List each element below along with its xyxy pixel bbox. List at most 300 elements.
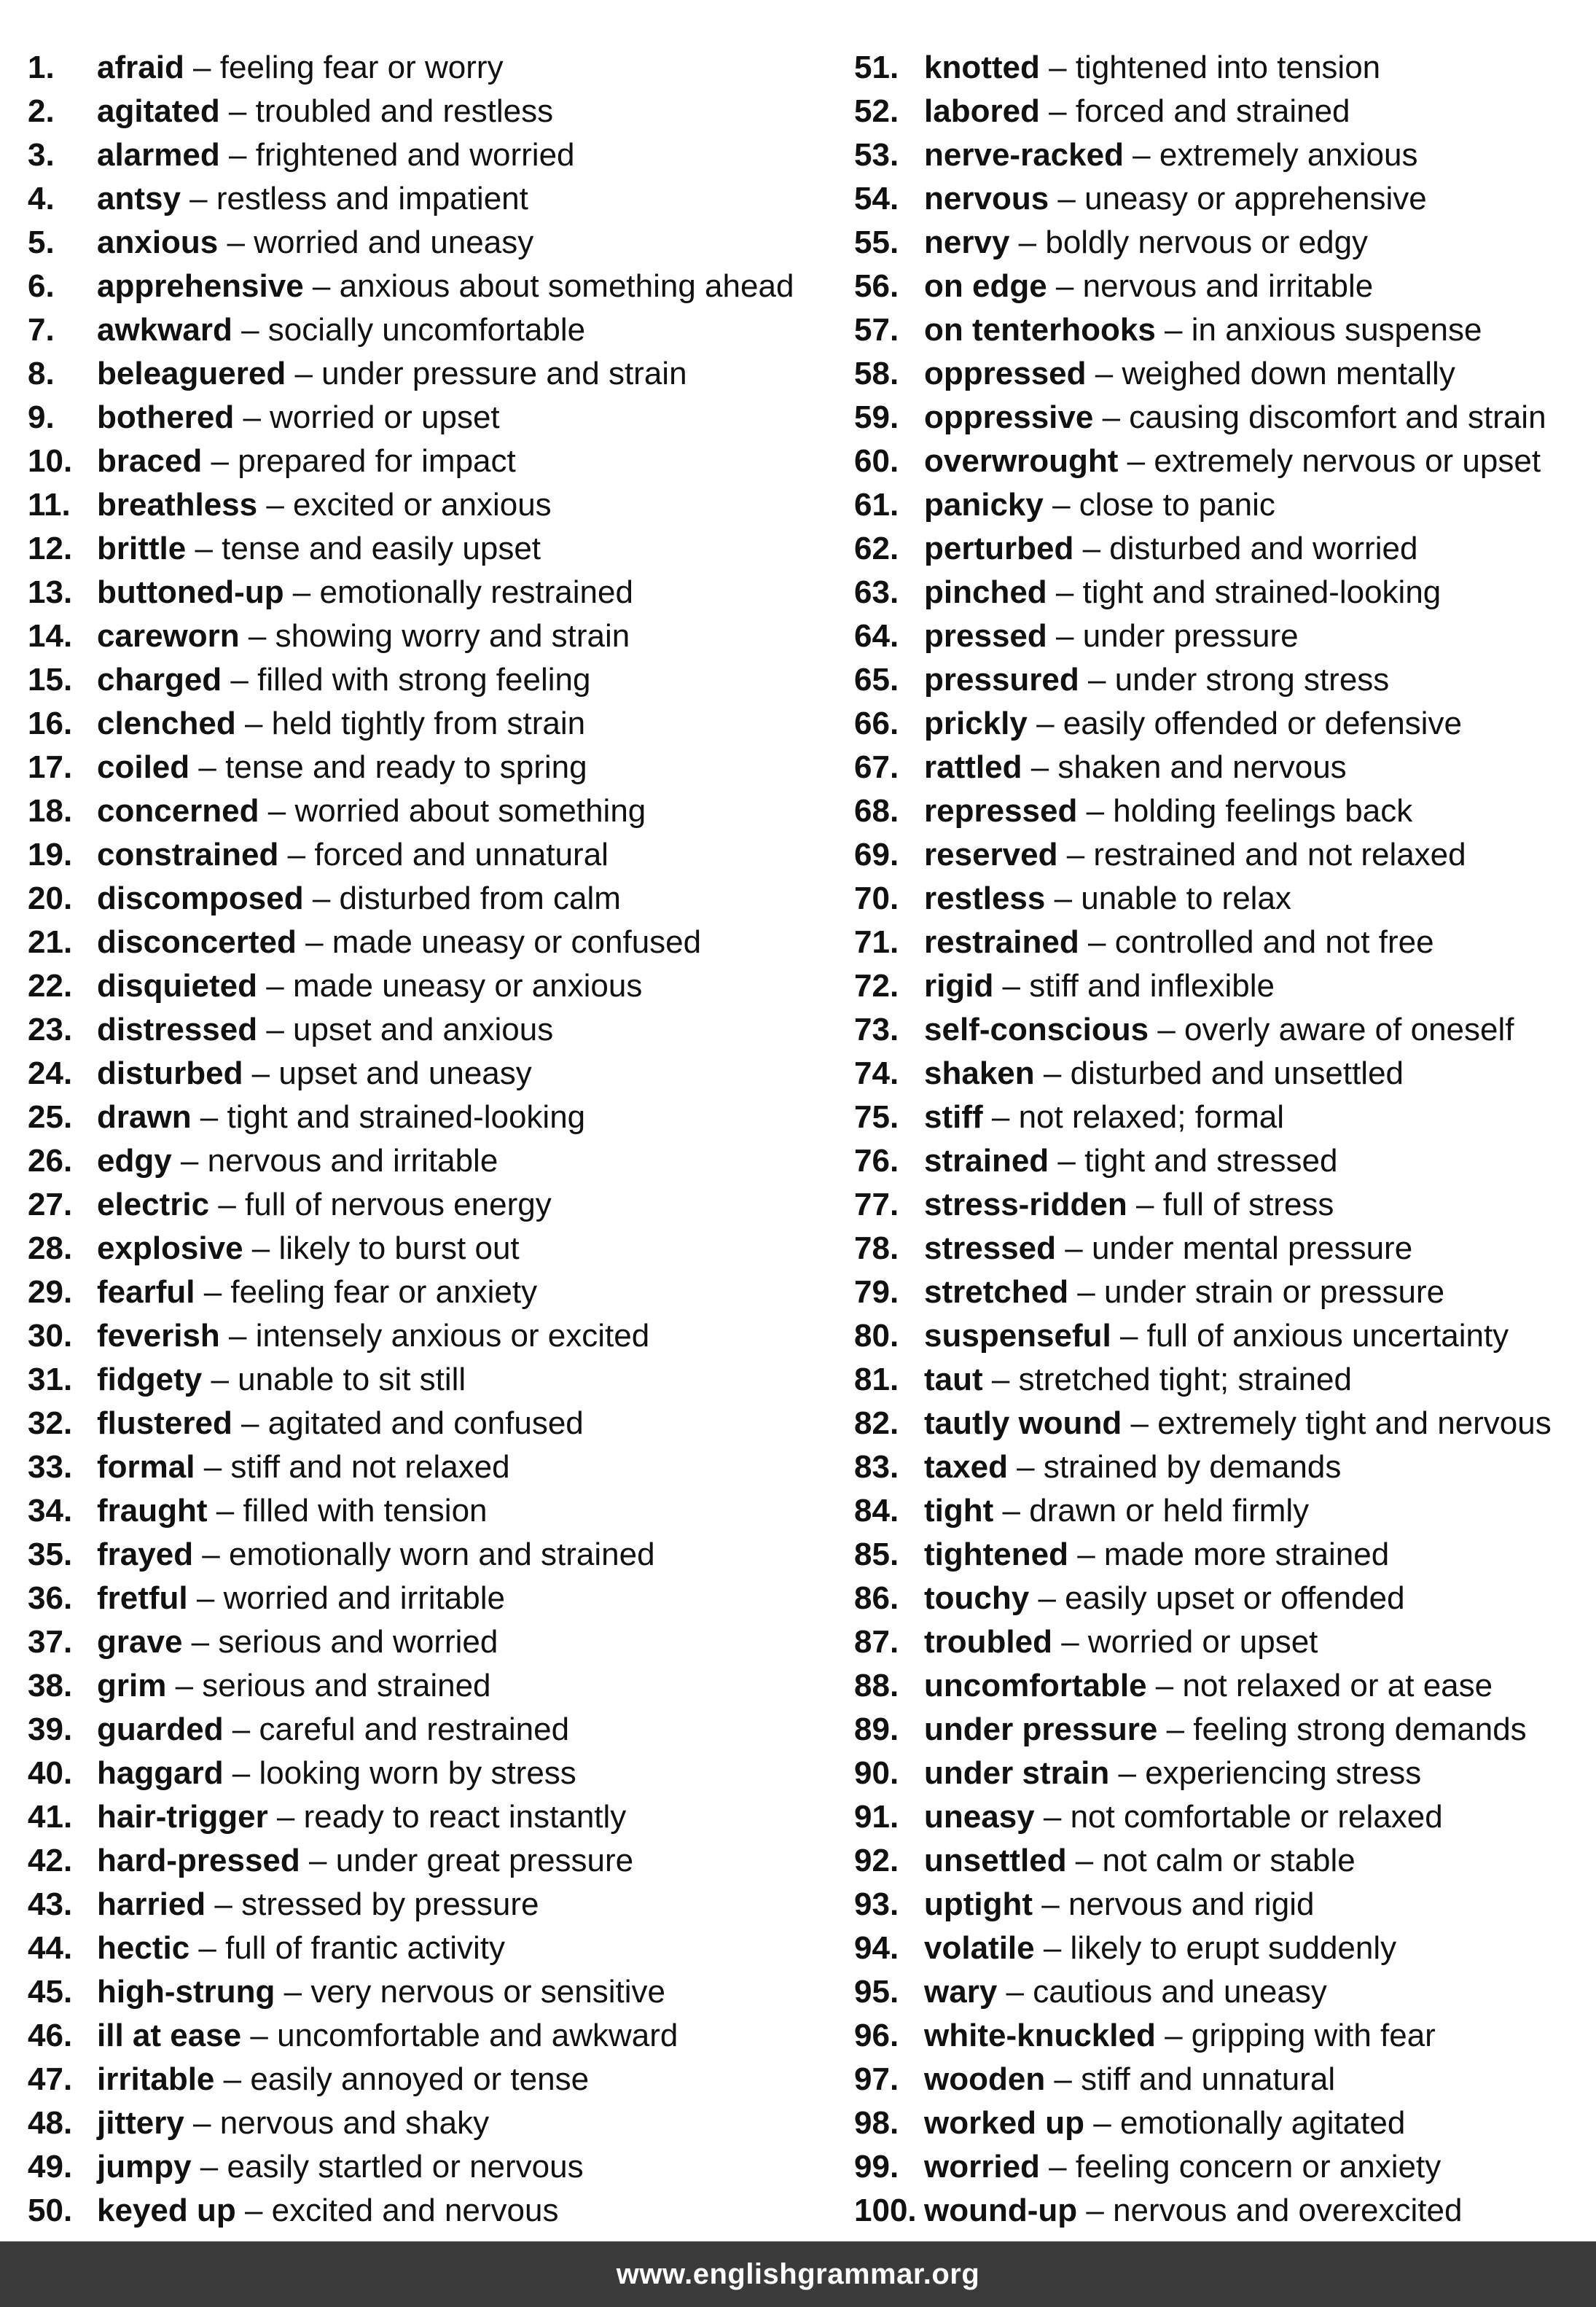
entry-separator: – [214, 2061, 251, 2097]
entry-word: disconcerted [97, 924, 297, 960]
entry-separator: – [1157, 1711, 1194, 1747]
entry-text [97, 877, 621, 921]
entry-separator: – [1039, 50, 1076, 85]
entry-number: 73. [854, 1012, 899, 1047]
entry-text [97, 308, 585, 352]
entry-definition: emotionally worn and strained [229, 1537, 655, 1572]
entry-word: tautly wound [924, 1405, 1122, 1441]
entry-definition: boldly nervous or edgy [1045, 225, 1369, 260]
entry-definition: feeling strong demands [1193, 1711, 1527, 1747]
entry-separator: – [1077, 793, 1114, 829]
entry-number: 4. [28, 181, 55, 216]
entry-number: 53. [854, 137, 899, 173]
entry-text [97, 921, 701, 964]
entry-text [97, 483, 552, 527]
entry-separator: – [300, 1843, 336, 1878]
entry-number: 78. [854, 1230, 899, 1266]
list-item [854, 2189, 1590, 2233]
entry-text [924, 1227, 1412, 1270]
entry-separator: – [186, 531, 222, 566]
entry-word: careworn [97, 618, 240, 654]
entry-separator: – [982, 1362, 1019, 1397]
entry-number: 10. [28, 443, 73, 479]
entry-number: 34. [28, 1493, 73, 1529]
entry-number: 77. [854, 1187, 899, 1222]
entry-number: 93. [854, 1886, 899, 1922]
entry-text [97, 221, 533, 265]
entry-separator: – [189, 1930, 226, 1966]
list-item [28, 746, 829, 789]
entry-definition: likely to burst out [278, 1230, 520, 1266]
entry-separator: – [1034, 1930, 1071, 1966]
entry-number: 76. [854, 1143, 899, 1179]
entry-definition: worried and irritable [223, 1580, 505, 1616]
list-item [854, 1358, 1590, 1402]
entry-definition: restless and impatient [216, 181, 528, 216]
entry-definition: stressed by pressure [241, 1886, 539, 1922]
entry-separator: – [1068, 1537, 1104, 1572]
entry-number: 2. [28, 93, 55, 129]
footer-url[interactable]: www.englishgrammar.org [616, 2257, 980, 2290]
entry-word: charged [97, 662, 222, 698]
entry-definition: stretched tight; strained [1018, 1362, 1352, 1397]
entry-word: apprehensive [97, 268, 304, 304]
entry-word: tight [924, 1493, 994, 1529]
entry-number: 90. [854, 1755, 899, 1791]
list-item [28, 265, 829, 308]
list-item [854, 1795, 1590, 1839]
entry-word: uptight [924, 1886, 1033, 1922]
list-item [28, 1183, 829, 1227]
entry-number: 81. [854, 1362, 899, 1397]
entry-number: 18. [28, 793, 73, 829]
entry-text [924, 2145, 1441, 2189]
entry-word: electric [97, 1187, 210, 1222]
entry-word: pressured [924, 662, 1079, 698]
entry-word: breathless [97, 487, 258, 523]
entry-word: under strain [924, 1755, 1110, 1791]
entry-definition: feeling concern or anxiety [1075, 2149, 1442, 2185]
entry-text [97, 1227, 520, 1270]
entry-number: 50. [28, 2193, 73, 2228]
list-item [854, 1227, 1590, 1270]
list-item [28, 1883, 829, 1927]
entry-separator: – [1123, 137, 1159, 173]
entry-definition: filled with tension [243, 1493, 488, 1529]
entry-number: 66. [854, 706, 899, 741]
list-item [854, 1664, 1590, 1708]
list-item [854, 746, 1590, 789]
entry-text [97, 1270, 537, 1314]
entry-definition: looking worn by stress [259, 1755, 576, 1791]
entry-word: on tenterhooks [924, 312, 1156, 348]
list-item [854, 90, 1590, 133]
entry-word: strained [924, 1143, 1049, 1179]
entry-number: 59. [854, 399, 899, 435]
entry-separator: – [202, 443, 238, 479]
entry-word: grim [97, 1668, 167, 1703]
entry-number: 61. [854, 487, 899, 523]
list-item [28, 1533, 829, 1577]
entry-number: 19. [28, 837, 73, 873]
entry-word: touchy [924, 1580, 1030, 1616]
list-item [854, 1402, 1590, 1445]
entry-separator: – [1057, 837, 1094, 873]
entry-number: 58. [854, 356, 899, 391]
entry-word: hard-pressed [97, 1843, 300, 1878]
entry-text [924, 614, 1299, 658]
entry-text [924, 2058, 1335, 2101]
entry-definition: held tightly from strain [271, 706, 586, 741]
entry-separator: – [257, 1012, 294, 1047]
entry-word: anxious [97, 225, 219, 260]
entry-definition: emotionally agitated [1119, 2105, 1406, 2141]
list-item [28, 2058, 829, 2101]
entry-definition: in anxious suspense [1191, 312, 1482, 348]
entry-word: white-knuckled [924, 2018, 1156, 2053]
entry-definition: easily offended or defensive [1063, 706, 1462, 741]
entry-number: 79. [854, 1274, 899, 1310]
entry-number: 7. [28, 312, 55, 348]
entry-word: flustered [97, 1405, 232, 1441]
entry-number: 44. [28, 1930, 73, 1966]
entry-text [97, 1664, 491, 1708]
entry-text [97, 1839, 633, 1883]
list-item [28, 833, 829, 877]
entry-word: disquieted [97, 968, 258, 1004]
entry-separator: – [180, 181, 216, 216]
list-item [28, 1402, 829, 1445]
entry-number: 70. [854, 881, 899, 916]
list-item [28, 1839, 829, 1883]
entry-definition: forced and unnatural [314, 837, 609, 873]
entry-definition: tight and stressed [1084, 1143, 1338, 1179]
entry-word: alarmed [97, 137, 220, 173]
entry-definition: full of frantic activity [225, 1930, 505, 1966]
entry-word: nerve-racked [924, 137, 1124, 173]
entry-separator: – [1122, 1405, 1158, 1441]
entry-definition: disturbed and unsettled [1070, 1055, 1404, 1091]
entry-word: perturbed [924, 531, 1074, 566]
entry-number: 54. [854, 181, 899, 216]
entry-word: nervous [924, 181, 1049, 216]
entry-separator: – [1033, 1886, 1068, 1922]
entry-word: harried [97, 1886, 206, 1922]
entry-word: hair-trigger [97, 1799, 268, 1835]
entry-word: volatile [924, 1930, 1035, 1966]
entry-text [97, 46, 504, 90]
entry-word: distressed [97, 1012, 258, 1047]
entry-separator: – [1034, 1055, 1071, 1091]
entry-separator: – [1149, 1012, 1185, 1047]
entry-separator: – [997, 1974, 1033, 2010]
entry-word: irritable [97, 2061, 215, 2097]
word-list-left-column [28, 46, 829, 2233]
entry-word: drawn [97, 1099, 192, 1135]
entry-text [924, 658, 1389, 702]
entry-number: 21. [28, 924, 73, 960]
entry-text [97, 2189, 558, 2233]
entry-separator: – [232, 312, 268, 348]
entry-text [924, 1708, 1527, 1752]
list-item [28, 1227, 829, 1270]
entry-separator: – [257, 968, 293, 1004]
entry-separator: – [234, 399, 270, 435]
list-item [854, 1445, 1590, 1489]
entry-definition: made uneasy or confused [332, 924, 702, 960]
entry-number: 96. [854, 2018, 899, 2053]
entry-word: pressed [924, 618, 1047, 654]
entry-separator: – [193, 1537, 229, 1572]
entry-word: clenched [97, 706, 236, 741]
entry-text [924, 1489, 1309, 1533]
entry-number: 89. [854, 1711, 899, 1747]
entry-definition: stiff and inflexible [1029, 968, 1275, 1004]
entry-text [924, 265, 1373, 308]
entry-number: 92. [854, 1843, 899, 1878]
entry-separator: – [303, 881, 340, 916]
entry-definition: excited or anxious [293, 487, 552, 523]
entry-definition: careful and restrained [259, 1711, 570, 1747]
list-item [28, 133, 829, 177]
entry-definition: frightened and worried [255, 137, 575, 173]
entry-word: wary [924, 1974, 998, 2010]
entry-word: wound-up [924, 2193, 1078, 2228]
entry-text [97, 1445, 510, 1489]
entry-number: 100. [854, 2193, 917, 2228]
entry-number: 99. [854, 2149, 899, 2185]
entry-number: 60. [854, 443, 899, 479]
entry-word: agitated [97, 93, 220, 129]
entry-separator: – [235, 706, 272, 741]
entry-definition: not relaxed; formal [1018, 1099, 1284, 1135]
entry-text [924, 2014, 1436, 2058]
list-item [854, 1533, 1590, 1577]
entry-text [924, 1052, 1404, 1096]
entry-definition: easily startled or nervous [227, 2149, 584, 2185]
entry-text [97, 571, 633, 614]
entry-text [924, 1358, 1352, 1402]
entry-number: 45. [28, 1974, 73, 2010]
entry-definition: controlled and not free [1114, 924, 1434, 960]
entry-word: concerned [97, 793, 259, 829]
list-item [28, 1708, 829, 1752]
entry-text [924, 1402, 1552, 1445]
list-item [28, 2145, 829, 2189]
entry-word: oppressive [924, 399, 1094, 435]
entry-text [97, 1489, 488, 1533]
entry-text [924, 483, 1275, 527]
entry-definition: nervous and rigid [1068, 1886, 1315, 1922]
list-item [28, 308, 829, 352]
entry-text [924, 1096, 1284, 1139]
entry-separator: – [1039, 2149, 1076, 2185]
list-item [28, 396, 829, 440]
entry-number: 3. [28, 137, 55, 173]
list-item [28, 2101, 829, 2145]
entry-separator: – [1079, 924, 1115, 960]
entry-definition: serious and strained [202, 1668, 491, 1703]
list-item [28, 1970, 829, 2014]
entry-separator: – [187, 1580, 224, 1616]
entry-separator: – [993, 968, 1030, 1004]
entry-text [97, 1139, 498, 1183]
entry-definition: stiff and unnatural [1081, 2061, 1336, 2097]
entry-word: beleaguered [97, 356, 286, 391]
entry-number: 24. [28, 1055, 73, 1091]
list-item [854, 1883, 1590, 1927]
entry-separator: – [184, 2105, 220, 2141]
entry-definition: upset and anxious [293, 1012, 554, 1047]
entry-definition: experiencing stress [1145, 1755, 1422, 1791]
list-item [854, 352, 1590, 396]
entry-word: frayed [97, 1537, 194, 1572]
entry-text [924, 833, 1466, 877]
entry-number: 28. [28, 1230, 73, 1266]
list-item [28, 702, 829, 746]
entry-number: 13. [28, 574, 73, 610]
entry-separator: – [1034, 1799, 1071, 1835]
entry-number: 95. [854, 1974, 899, 2010]
entry-separator: – [1066, 1843, 1103, 1878]
entry-text [97, 133, 575, 177]
entry-text [97, 789, 646, 833]
entry-number: 22. [28, 968, 73, 1004]
entry-number: 86. [854, 1580, 899, 1616]
entry-definition: easily annoyed or tense [250, 2061, 590, 2097]
entry-number: 35. [28, 1537, 73, 1572]
list-item [854, 614, 1590, 658]
list-item [854, 46, 1590, 90]
entry-number: 65. [854, 662, 899, 698]
entry-definition: feeling fear or worry [219, 50, 504, 85]
list-item [854, 1008, 1590, 1052]
entry-definition: ready to react instantly [303, 1799, 627, 1835]
entry-word: taut [924, 1362, 983, 1397]
list-item [854, 1314, 1590, 1358]
entry-word: pinched [924, 574, 1047, 610]
entry-separator: – [232, 1405, 268, 1441]
list-item [854, 2145, 1590, 2189]
footer-bar [0, 2241, 1596, 2307]
entry-separator: – [202, 1362, 238, 1397]
entry-word: explosive [97, 1230, 243, 1266]
entry-word: restless [924, 881, 1046, 916]
entry-number: 20. [28, 881, 73, 916]
list-item [28, 658, 829, 702]
list-item [854, 1839, 1590, 1883]
entry-separator: – [195, 1274, 231, 1310]
entry-text [924, 702, 1462, 746]
entry-separator: – [1073, 531, 1110, 566]
list-item [854, 221, 1590, 265]
entry-definition: unable to relax [1081, 881, 1291, 916]
entry-number: 38. [28, 1668, 73, 1703]
entry-separator: – [275, 1974, 311, 2010]
list-item [28, 1664, 829, 1708]
entry-number: 43. [28, 1886, 73, 1922]
list-item [28, 1927, 829, 1970]
entry-text [924, 440, 1541, 483]
entry-definition: likely to erupt suddenly [1070, 1930, 1397, 1966]
entry-definition: forced and strained [1075, 93, 1350, 129]
entry-text [97, 1970, 665, 2014]
entry-text [97, 1577, 505, 1620]
entry-number: 75. [854, 1099, 899, 1135]
entry-word: uncomfortable [924, 1668, 1147, 1703]
entry-text [97, 1927, 505, 1970]
list-item [28, 921, 829, 964]
entry-separator: – [1111, 1318, 1147, 1354]
entry-separator: – [209, 1187, 246, 1222]
entry-word: on edge [924, 268, 1047, 304]
entry-text [924, 1533, 1389, 1577]
entry-definition: extremely tight and nervous [1157, 1405, 1552, 1441]
entry-separator: – [239, 618, 275, 654]
entry-text [924, 1183, 1334, 1227]
entry-separator: – [1047, 268, 1083, 304]
entry-text [97, 396, 500, 440]
entry-separator: – [1027, 706, 1063, 741]
entry-word: hectic [97, 1930, 190, 1966]
entry-word: discomposed [97, 881, 304, 916]
word-list-right-column [854, 46, 1590, 2233]
entry-definition: made uneasy or anxious [292, 968, 643, 1004]
entry-word: nervy [924, 225, 1010, 260]
entry-definition: nervous and irritable [207, 1143, 498, 1179]
entry-separator: – [1155, 312, 1192, 348]
entry-word: guarded [97, 1711, 224, 1747]
entry-separator: – [286, 356, 322, 391]
entry-number: 91. [854, 1799, 899, 1835]
entry-definition: close to panic [1079, 487, 1275, 523]
entry-text [97, 2014, 678, 2058]
entry-separator: – [267, 1799, 304, 1835]
entry-number: 46. [28, 2018, 73, 2053]
entry-word: jumpy [97, 2149, 192, 2185]
entry-definition: weighed down mentally [1122, 356, 1455, 391]
entry-separator: – [219, 1318, 256, 1354]
entry-separator: – [1052, 1624, 1088, 1660]
list-item [854, 2101, 1590, 2145]
entry-definition: under pressure [1082, 618, 1299, 654]
list-item [28, 1096, 829, 1139]
entry-word: coiled [97, 749, 190, 785]
entry-text [97, 833, 609, 877]
entry-separator: – [1043, 487, 1079, 523]
entry-number: 16. [28, 706, 73, 741]
entry-word: jittery [97, 2105, 184, 2141]
entry-definition: feeling fear or anxiety [230, 1274, 538, 1310]
entry-definition: cautious and uneasy [1033, 1974, 1327, 2010]
entry-word: wooden [924, 2061, 1046, 2097]
entry-separator: – [1045, 2061, 1081, 2097]
entry-definition: holding feelings back [1113, 793, 1413, 829]
list-item [28, 1752, 829, 1795]
entry-separator: – [243, 1230, 279, 1266]
list-item [28, 1620, 829, 1664]
entry-text [924, 221, 1368, 265]
entry-word: shaken [924, 1055, 1035, 1091]
entry-definition: worried or upset [270, 399, 500, 435]
entry-word: antsy [97, 181, 181, 216]
entry-text [924, 1445, 1341, 1489]
entry-number: 42. [28, 1843, 73, 1878]
entry-definition: worried or upset [1087, 1624, 1318, 1660]
entry-word: haggard [97, 1755, 224, 1791]
entry-text [924, 1314, 1509, 1358]
entry-text [924, 2101, 1405, 2145]
